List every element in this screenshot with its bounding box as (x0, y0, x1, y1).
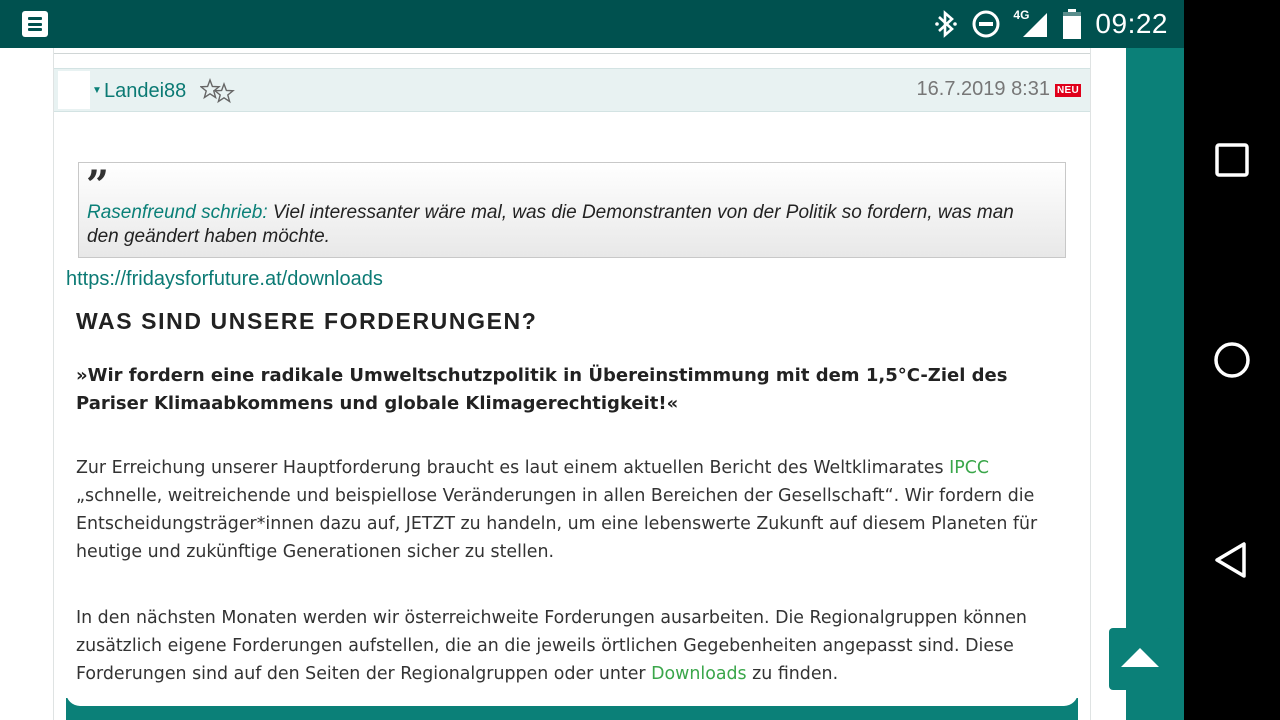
bluetooth-icon (933, 9, 959, 39)
page-content[interactable] (0, 48, 1184, 720)
post-header (54, 68, 1090, 112)
embed-main-demand: »Wir fordern eine radikale Umweltschutzpolitik in Übereinstimmung mit dem 1,5°C-Ziel des Pariser Klimaabkommens und globale Klimagerechtigkeit!« (76, 365, 1008, 414)
scroll-to-top-button[interactable] (1109, 628, 1171, 690)
do-not-disturb-icon (971, 9, 1001, 39)
quote-body: Viel interessanter wäre mal, was die Demonstranten von der Politik so fordern, was man den geändert haben möchte. (87, 202, 1014, 247)
downloads-embed-link: Downloads (651, 664, 747, 684)
status-bar (0, 0, 1184, 48)
quote-mark-icon: ” (86, 162, 110, 209)
quote-text (87, 201, 1047, 249)
caret-down-icon[interactable]: ▼ (92, 85, 102, 96)
signal-icon (1013, 9, 1049, 39)
battery-icon (1061, 8, 1083, 40)
right-side-strip (1126, 48, 1184, 720)
network-type: 4G (1013, 8, 1030, 22)
status-icons (933, 0, 1168, 48)
quote-box (78, 162, 1066, 258)
author-name[interactable]: Landei88 (104, 80, 187, 102)
page-border-left (53, 48, 54, 720)
navigation-bar (1184, 0, 1280, 720)
avatar[interactable] (58, 71, 90, 109)
downloads-link[interactable]: https://fridaysforfuture.at/downloads (66, 268, 383, 290)
recent-apps-icon[interactable] (1212, 140, 1252, 180)
embed-heading: WAS SIND UNSERE FORDERUNGEN? (76, 308, 538, 334)
menu-icon[interactable] (22, 11, 48, 37)
embed-paragraph-2: In den nächsten Monaten werden wir österreichweite Forderungen ausarbeiten. Die Regionalgruppen können zusätzlich eigene Forderungen aufstellen, die an die jeweils örtlichen Gegebenheiten angepasst sind. Diese Forderungen sind auf den Seiten der Regionalgruppen oder unter Downloads zu finden. (76, 608, 1027, 684)
embed-bottom-cap (66, 688, 1078, 706)
quote-author[interactable]: Rasenfreund schrieb: (87, 202, 268, 223)
home-icon[interactable] (1212, 340, 1252, 380)
rank-stars-icon (200, 78, 236, 104)
embed-paragraph-1: Zur Erreichung unserer Hauptforderung braucht es laut einem aktuellen Bericht des Weltklimarates IPCC „schnelle, weitreichende und beispiellose Veränderungen in allen Bereichen der Gesellschaft“. Wir fordern die Entscheidungsträger*innen dazu auf, JETZT zu handeln, um eine lebenswerte Zukunft auf diesem Planeten für heutige und zukünftige Generationen sicher zu stellen. (76, 458, 1038, 562)
page-border-right (1090, 48, 1091, 720)
ipcc-link: IPCC (949, 458, 989, 478)
embedded-image (66, 296, 1078, 720)
clock: 09:22 (1095, 8, 1168, 39)
previous-post-edge (54, 48, 1090, 54)
post-date: 16.7.2019 8:31 (916, 78, 1050, 100)
back-icon[interactable] (1212, 540, 1252, 580)
new-badge: NEU (1056, 85, 1079, 96)
